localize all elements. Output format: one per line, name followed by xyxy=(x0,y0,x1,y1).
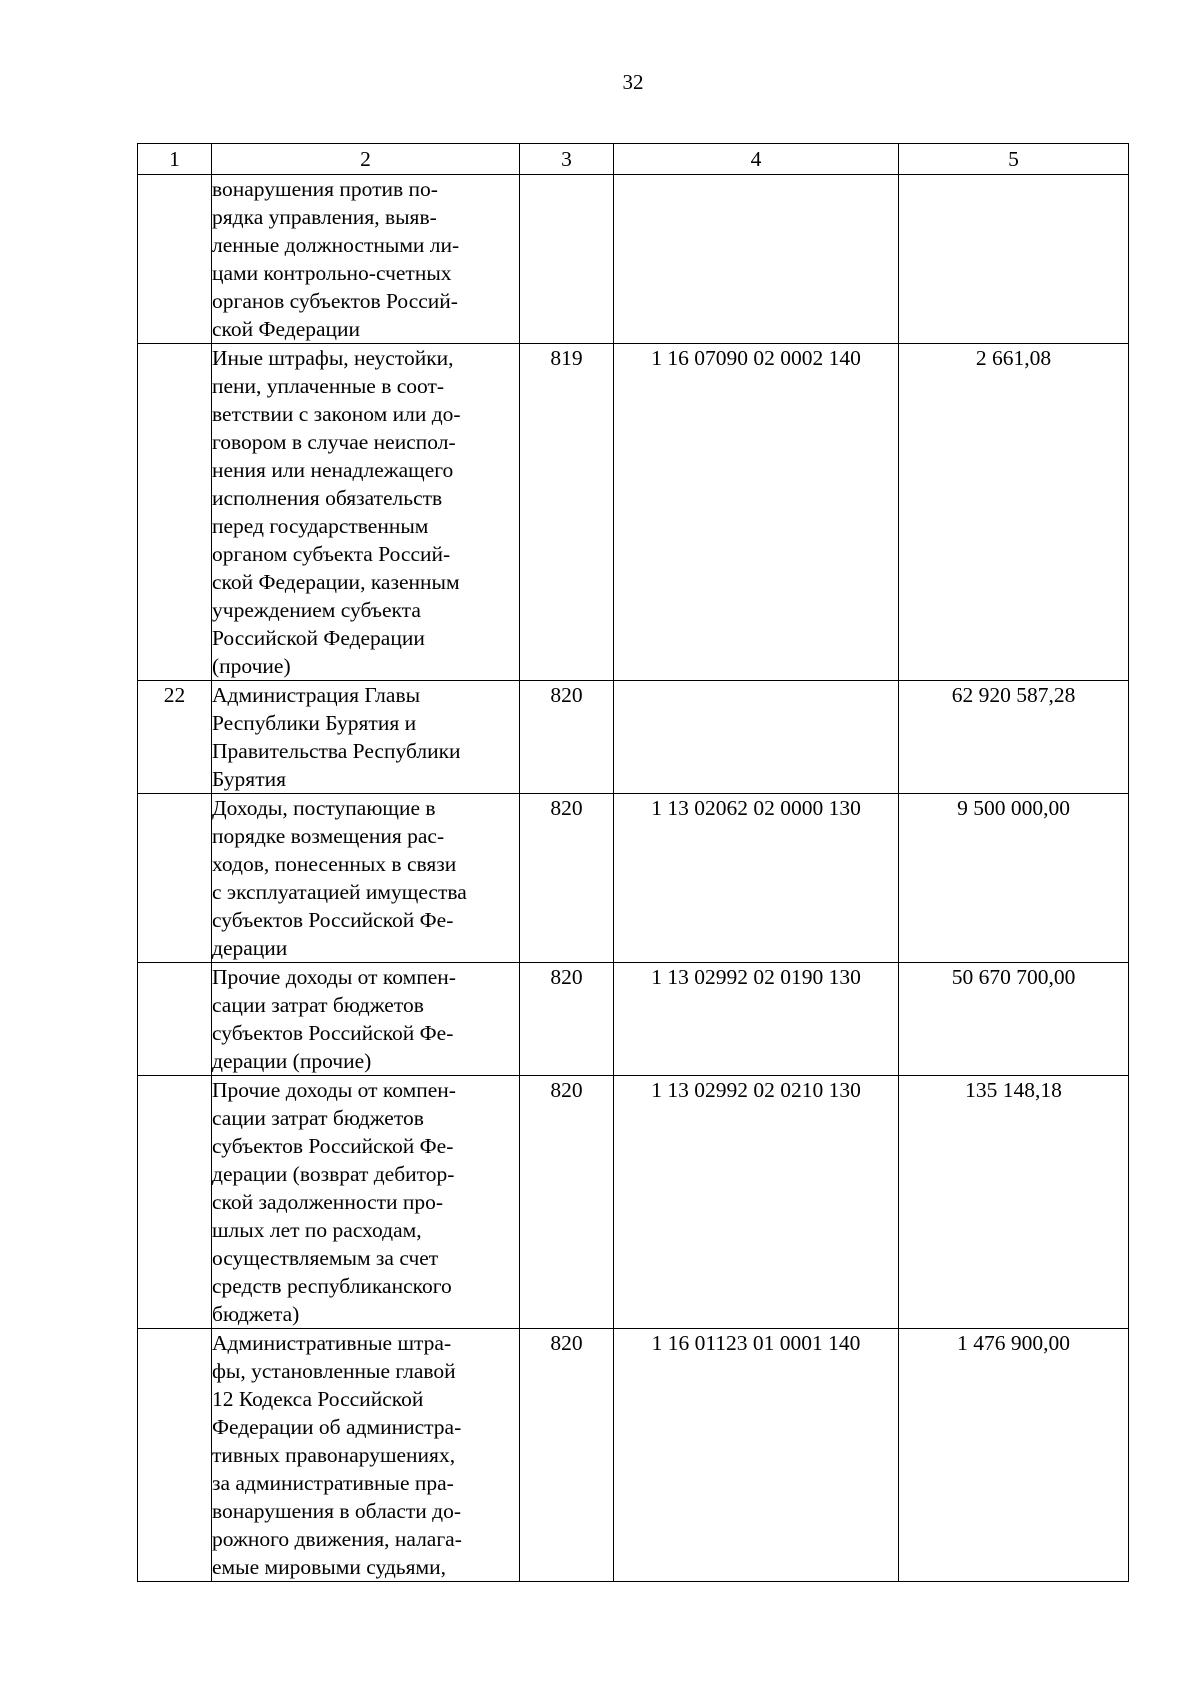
header-col-4: 4 xyxy=(614,144,899,175)
row-name-line: органом субъекта Россий- xyxy=(212,542,451,566)
row-number-cell xyxy=(138,1076,212,1329)
row-amount-cell: 9 500 000,00 xyxy=(899,794,1129,963)
row-number-cell xyxy=(138,963,212,1076)
row-number-cell xyxy=(138,344,212,681)
table-row xyxy=(138,681,1129,794)
row-name-line: пени, уплаченные в соот- xyxy=(212,374,445,398)
row-number-cell xyxy=(138,175,212,344)
row-name-line: цами контрольно-счетных xyxy=(212,261,452,285)
row-name-line: сации затрат бюджетов xyxy=(212,993,424,1017)
row-name-line: вонарушения в области до- xyxy=(212,1499,462,1523)
row-name-line: Российской Федерации xyxy=(212,626,425,650)
row-name-line: Правительства Республики xyxy=(212,739,461,763)
row-name-line: ветствии с законом или до- xyxy=(212,402,461,426)
table-row xyxy=(138,175,1129,344)
row-name-line: ской Федерации xyxy=(212,317,361,341)
row-name-line: субъектов Российской Фе- xyxy=(212,1134,454,1158)
row-name-line: рожного движения, налага- xyxy=(212,1527,462,1551)
row-name-line: средств республиканского xyxy=(212,1274,452,1298)
table-body xyxy=(138,175,1129,1582)
row-name-line: сации затрат бюджетов xyxy=(212,1106,424,1130)
row-name-line: Администрация Главы xyxy=(212,683,421,707)
row-name-line: субъектов Российской Фе- xyxy=(212,1021,454,1045)
row-budget-code-cell: 1 13 02992 02 0190 130 xyxy=(614,963,899,1076)
row-amount-cell: 1 476 900,00 xyxy=(899,1329,1129,1582)
row-name-line: Прочие доходы от компен- xyxy=(212,965,456,989)
row-name-line: Административные штра- xyxy=(212,1331,452,1355)
row-budget-code-cell: 1 16 01123 01 0001 140 xyxy=(614,1329,899,1582)
row-name-line: дерации (возврат дебитор- xyxy=(212,1162,455,1186)
row-name-line: тивных правонарушениях, xyxy=(212,1443,456,1467)
row-amount-cell: 50 670 700,00 xyxy=(899,963,1129,1076)
row-name-cell xyxy=(212,794,520,963)
revenue-table xyxy=(137,143,1129,1582)
row-name-line: Иные штрафы, неустойки, xyxy=(212,346,454,370)
row-name-line: осуществляемым за счет xyxy=(212,1246,439,1270)
row-admin-code-cell: 819 xyxy=(520,344,614,681)
table-header-row xyxy=(138,144,1129,175)
table-row xyxy=(138,344,1129,681)
row-budget-code-cell xyxy=(614,681,899,794)
row-number-cell xyxy=(138,794,212,963)
row-admin-code-cell: 820 xyxy=(520,963,614,1076)
row-name-line: Прочие доходы от компен- xyxy=(212,1078,456,1102)
row-name-line: фы, установленные главой xyxy=(212,1359,456,1383)
row-number-cell: 22 xyxy=(138,681,212,794)
row-budget-code-cell: 1 13 02992 02 0210 130 xyxy=(614,1076,899,1329)
row-name-line: говором в случае неиспол- xyxy=(212,430,456,454)
row-amount-cell: 62 920 587,28 xyxy=(899,681,1129,794)
row-name-cell xyxy=(212,1329,520,1582)
row-name-line: Республики Бурятия и xyxy=(212,711,417,735)
row-name-line: ходов, понесенных в связи xyxy=(212,852,457,876)
row-name-line: ской Федерации, казенным xyxy=(212,570,460,594)
header-col-1: 1 xyxy=(138,144,212,175)
row-admin-code-cell: 820 xyxy=(520,681,614,794)
table-row xyxy=(138,1329,1129,1582)
row-name-line: перед государственным xyxy=(212,514,429,538)
row-name-line: шлых лет по расходам, xyxy=(212,1218,422,1242)
row-name-cell xyxy=(212,175,520,344)
row-name-cell xyxy=(212,344,520,681)
row-name-line: Бурятия xyxy=(212,767,286,791)
row-name-cell xyxy=(212,1076,520,1329)
row-name-line: за административные пра- xyxy=(212,1471,454,1495)
row-name-line: емые мировыми судьями, xyxy=(212,1555,446,1579)
row-name-line: рядка управления, выяв- xyxy=(212,205,437,229)
row-admin-code-cell xyxy=(520,175,614,344)
row-budget-code-cell xyxy=(614,175,899,344)
table-row xyxy=(138,1076,1129,1329)
row-budget-code-cell: 1 16 07090 02 0002 140 xyxy=(614,344,899,681)
row-name-line: учреждением субъекта xyxy=(212,598,421,622)
row-amount-cell xyxy=(899,175,1129,344)
row-name-line: Федерации об администра- xyxy=(212,1415,462,1439)
row-name-line: с эксплуатацией имущества xyxy=(212,880,467,904)
header-col-2: 2 xyxy=(212,144,520,175)
row-name-line: ской задолженности про- xyxy=(212,1190,444,1214)
row-name-line: нения или ненадлежащего xyxy=(212,458,454,482)
row-name-line: субъектов Российской Фе- xyxy=(212,908,454,932)
row-admin-code-cell: 820 xyxy=(520,1329,614,1582)
row-name-line: Доходы, поступающие в xyxy=(212,796,436,820)
row-name-line: органов субъектов Россий- xyxy=(212,289,458,313)
row-amount-cell: 2 661,08 xyxy=(899,344,1129,681)
row-name-line: дерации (прочие) xyxy=(212,1049,372,1073)
row-name-line: (прочие) xyxy=(212,654,291,678)
row-amount-cell: 135 148,18 xyxy=(899,1076,1129,1329)
row-number-cell xyxy=(138,1329,212,1582)
row-name-cell xyxy=(212,681,520,794)
row-name-cell xyxy=(212,963,520,1076)
row-name-line: бюджета) xyxy=(212,1302,300,1326)
row-name-line: порядке возмещения рас- xyxy=(212,824,445,848)
header-col-5: 5 xyxy=(899,144,1129,175)
row-admin-code-cell: 820 xyxy=(520,1076,614,1329)
header-col-3: 3 xyxy=(520,144,614,175)
row-name-line: 12 Кодекса Российской xyxy=(212,1387,424,1411)
row-name-line: исполнения обязательств xyxy=(212,486,443,510)
row-budget-code-cell: 1 13 02062 02 0000 130 xyxy=(614,794,899,963)
table-row xyxy=(138,963,1129,1076)
page-number: 32 xyxy=(622,70,644,94)
row-name-line: ленные должностными ли- xyxy=(212,233,460,257)
row-name-line: дерации xyxy=(212,936,288,960)
row-admin-code-cell: 820 xyxy=(520,794,614,963)
row-name-line: вонарушения против по- xyxy=(212,177,438,201)
table-row xyxy=(138,794,1129,963)
